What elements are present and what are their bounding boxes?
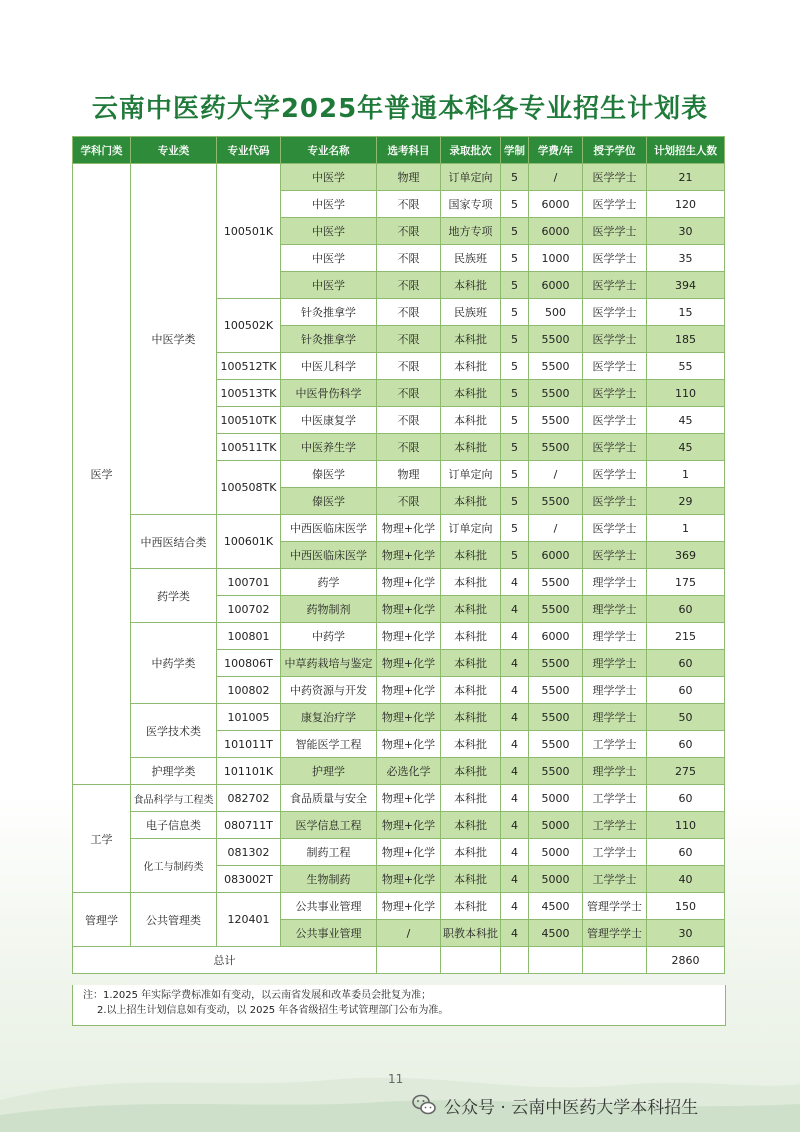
degree-cell: 医学学士 <box>583 515 647 542</box>
quota-cell: 60 <box>647 731 725 758</box>
major-name-cell: 智能医学工程 <box>281 731 377 758</box>
duration-cell: 4 <box>501 650 529 677</box>
tuition-cell: 5500 <box>529 407 583 434</box>
subjects-cell: 物理+化学 <box>377 893 441 920</box>
degree-cell: 医学学士 <box>583 407 647 434</box>
empty-cell <box>377 947 441 974</box>
code-cell: 101005 <box>217 704 281 731</box>
tuition-cell: 4500 <box>529 893 583 920</box>
quota-cell: 50 <box>647 704 725 731</box>
quota-cell: 185 <box>647 326 725 353</box>
duration-cell: 5 <box>501 191 529 218</box>
table-row <box>73 623 725 650</box>
quota-cell: 120 <box>647 191 725 218</box>
batch-cell: 本科批 <box>441 866 501 893</box>
duration-cell: 5 <box>501 488 529 515</box>
quota-cell: 150 <box>647 893 725 920</box>
degree-cell: 医学学士 <box>583 461 647 488</box>
quota-cell: 45 <box>647 407 725 434</box>
subjects-cell: 物理+化学 <box>377 542 441 569</box>
degree-cell: 医学学士 <box>583 353 647 380</box>
degree-cell: 管理学学士 <box>583 893 647 920</box>
degree-cell: 医学学士 <box>583 542 647 569</box>
duration-cell: 4 <box>501 677 529 704</box>
subjects-cell: 物理+化学 <box>377 677 441 704</box>
major-name-cell: 食品质量与安全 <box>281 785 377 812</box>
major-name-cell: 护理学 <box>281 758 377 785</box>
table-row <box>73 893 725 920</box>
duration-cell: 4 <box>501 866 529 893</box>
category-cell: 中药学类 <box>131 623 217 704</box>
tuition-cell: 5500 <box>529 488 583 515</box>
duration-cell: 4 <box>501 704 529 731</box>
code-cell: 101101K <box>217 758 281 785</box>
footer-text: 公众号 · 云南中医药大学本科招生 <box>444 1097 699 1118</box>
duration-cell: 4 <box>501 839 529 866</box>
category-cell: 食品科学与工程类 <box>131 785 217 812</box>
quota-cell: 30 <box>647 920 725 947</box>
header-major: 专业名称 <box>281 137 377 164</box>
quota-cell: 30 <box>647 218 725 245</box>
batch-cell: 订单定向 <box>441 461 501 488</box>
notes <box>72 985 726 1026</box>
major-name-cell: 中药学 <box>281 623 377 650</box>
batch-cell: 职教本科批 <box>441 920 501 947</box>
page-title: 云南中医药大学2025年普通本科各专业招生计划表 <box>91 94 709 124</box>
major-name-cell: 康复治疗学 <box>281 704 377 731</box>
subjects-cell: 不限 <box>377 380 441 407</box>
empty-cell <box>583 947 647 974</box>
degree-cell: 工学学士 <box>583 866 647 893</box>
degree-cell: 医学学士 <box>583 191 647 218</box>
duration-cell: 5 <box>501 272 529 299</box>
header-quota: 计划招生人数 <box>647 137 725 164</box>
tuition-cell: 4500 <box>529 920 583 947</box>
tuition-cell: 5500 <box>529 326 583 353</box>
subjects-cell: 物理+化学 <box>377 623 441 650</box>
tuition-cell: 5500 <box>529 677 583 704</box>
header-batch: 录取批次 <box>441 137 501 164</box>
discipline-cell: 工学 <box>73 785 131 893</box>
duration-cell: 4 <box>501 731 529 758</box>
code-cell: 100512TK <box>217 353 281 380</box>
degree-cell: 医学学士 <box>583 434 647 461</box>
degree-cell: 医学学士 <box>583 380 647 407</box>
subjects-cell: 不限 <box>377 245 441 272</box>
degree-cell: 理学学士 <box>583 569 647 596</box>
batch-cell: 本科批 <box>441 353 501 380</box>
degree-cell: 工学学士 <box>583 785 647 812</box>
duration-cell: 4 <box>501 812 529 839</box>
page-number: 11 <box>388 1072 404 1086</box>
degree-cell: 医学学士 <box>583 245 647 272</box>
table-row <box>73 758 725 785</box>
tuition-cell: 5000 <box>529 812 583 839</box>
batch-cell: 订单定向 <box>441 164 501 191</box>
subjects-cell: 必选化学 <box>377 758 441 785</box>
subjects-cell: 不限 <box>377 191 441 218</box>
code-cell: 100501K <box>217 164 281 299</box>
degree-cell: 医学学士 <box>583 326 647 353</box>
tuition-cell: 6000 <box>529 191 583 218</box>
total-label: 总计 <box>73 947 377 974</box>
major-name-cell: 药物制剂 <box>281 596 377 623</box>
subjects-cell: 不限 <box>377 434 441 461</box>
quota-cell: 60 <box>647 839 725 866</box>
duration-cell: 4 <box>501 569 529 596</box>
tuition-cell: 5500 <box>529 650 583 677</box>
code-cell: 100513TK <box>217 380 281 407</box>
category-cell: 医学技术类 <box>131 704 217 758</box>
subjects-cell: 物理 <box>377 164 441 191</box>
quota-cell: 110 <box>647 812 725 839</box>
tuition-cell: 5500 <box>529 353 583 380</box>
major-name-cell: 针灸推拿学 <box>281 299 377 326</box>
tuition-cell: 5000 <box>529 785 583 812</box>
batch-cell: 本科批 <box>441 704 501 731</box>
enrollment-plan-table <box>72 136 725 974</box>
batch-cell: 本科批 <box>441 812 501 839</box>
batch-cell: 本科批 <box>441 650 501 677</box>
tuition-cell: 5500 <box>529 758 583 785</box>
major-name-cell: 中草药栽培与鉴定 <box>281 650 377 677</box>
empty-cell <box>501 947 529 974</box>
category-cell: 公共管理类 <box>131 893 217 947</box>
duration-cell: 5 <box>501 353 529 380</box>
degree-cell: 医学学士 <box>583 299 647 326</box>
batch-cell: 本科批 <box>441 731 501 758</box>
quota-cell: 60 <box>647 650 725 677</box>
tuition-cell: 1000 <box>529 245 583 272</box>
subjects-cell: 不限 <box>377 353 441 380</box>
major-name-cell: 中药资源与开发 <box>281 677 377 704</box>
major-name-cell: 针灸推拿学 <box>281 326 377 353</box>
table-row <box>73 704 725 731</box>
subjects-cell: 物理+化学 <box>377 812 441 839</box>
subjects-cell: / <box>377 920 441 947</box>
degree-cell: 医学学士 <box>583 272 647 299</box>
duration-cell: 4 <box>501 596 529 623</box>
empty-cell <box>529 947 583 974</box>
quota-cell: 215 <box>647 623 725 650</box>
table-row <box>73 164 725 191</box>
batch-cell: 地方专项 <box>441 218 501 245</box>
category-cell: 化工与制药类 <box>131 839 217 893</box>
duration-cell: 4 <box>501 623 529 650</box>
tuition-cell: 500 <box>529 299 583 326</box>
code-cell: 101011T <box>217 731 281 758</box>
tuition-cell: 5500 <box>529 569 583 596</box>
duration-cell: 5 <box>501 245 529 272</box>
tuition-cell: 6000 <box>529 542 583 569</box>
total-row <box>73 947 725 974</box>
quota-cell: 60 <box>647 596 725 623</box>
quota-cell: 175 <box>647 569 725 596</box>
quota-cell: 55 <box>647 353 725 380</box>
major-name-cell: 医学信息工程 <box>281 812 377 839</box>
tuition-cell: 6000 <box>529 623 583 650</box>
subjects-cell: 不限 <box>377 326 441 353</box>
tuition-cell: / <box>529 164 583 191</box>
major-name-cell: 傣医学 <box>281 461 377 488</box>
quota-cell: 29 <box>647 488 725 515</box>
subjects-cell: 物理 <box>377 461 441 488</box>
category-cell: 药学类 <box>131 569 217 623</box>
quota-cell: 60 <box>647 677 725 704</box>
tuition-cell: 5500 <box>529 731 583 758</box>
quota-cell: 21 <box>647 164 725 191</box>
major-name-cell: 中西医临床医学 <box>281 542 377 569</box>
batch-cell: 订单定向 <box>441 515 501 542</box>
batch-cell: 本科批 <box>441 677 501 704</box>
batch-cell: 本科批 <box>441 272 501 299</box>
quota-cell: 369 <box>647 542 725 569</box>
quota-cell: 275 <box>647 758 725 785</box>
degree-cell: 医学学士 <box>583 218 647 245</box>
quota-cell: 40 <box>647 866 725 893</box>
discipline-cell: 医学 <box>73 164 131 785</box>
major-name-cell: 中西医临床医学 <box>281 515 377 542</box>
header-tuition: 学费/年 <box>529 137 583 164</box>
batch-cell: 本科批 <box>441 839 501 866</box>
quota-cell: 35 <box>647 245 725 272</box>
duration-cell: 5 <box>501 218 529 245</box>
quota-cell: 15 <box>647 299 725 326</box>
code-cell: 100701 <box>217 569 281 596</box>
degree-cell: 理学学士 <box>583 704 647 731</box>
degree-cell: 工学学士 <box>583 839 647 866</box>
duration-cell: 4 <box>501 920 529 947</box>
quota-cell: 1 <box>647 515 725 542</box>
major-name-cell: 公共事业管理 <box>281 920 377 947</box>
major-name-cell: 中医学 <box>281 164 377 191</box>
degree-cell: 管理学学士 <box>583 920 647 947</box>
subjects-cell: 不限 <box>377 488 441 515</box>
major-name-cell: 中医养生学 <box>281 434 377 461</box>
code-cell: 080711T <box>217 812 281 839</box>
tuition-cell: 5500 <box>529 596 583 623</box>
category-cell: 中西医结合类 <box>131 515 217 569</box>
code-cell: 100801 <box>217 623 281 650</box>
subjects-cell: 不限 <box>377 272 441 299</box>
subjects-cell: 物理+化学 <box>377 839 441 866</box>
major-name-cell: 中医学 <box>281 191 377 218</box>
major-name-cell: 中医骨伤科学 <box>281 380 377 407</box>
batch-cell: 本科批 <box>441 542 501 569</box>
batch-cell: 本科批 <box>441 407 501 434</box>
duration-cell: 5 <box>501 299 529 326</box>
degree-cell: 工学学士 <box>583 812 647 839</box>
code-cell: 100502K <box>217 299 281 353</box>
major-name-cell: 制药工程 <box>281 839 377 866</box>
header-duration: 学制 <box>501 137 529 164</box>
batch-cell: 国家专项 <box>441 191 501 218</box>
code-cell: 083002T <box>217 866 281 893</box>
tuition-cell: 5000 <box>529 866 583 893</box>
code-cell: 100511TK <box>217 434 281 461</box>
degree-cell: 医学学士 <box>583 164 647 191</box>
code-cell: 100510TK <box>217 407 281 434</box>
batch-cell: 本科批 <box>441 569 501 596</box>
degree-cell: 医学学士 <box>583 488 647 515</box>
tuition-cell: 6000 <box>529 272 583 299</box>
duration-cell: 5 <box>501 542 529 569</box>
subjects-cell: 物理+化学 <box>377 515 441 542</box>
tuition-cell: 5500 <box>529 434 583 461</box>
header-subjects: 选考科目 <box>377 137 441 164</box>
subjects-cell: 物理+化学 <box>377 596 441 623</box>
major-name-cell: 中医康复学 <box>281 407 377 434</box>
discipline-cell: 管理学 <box>73 893 131 947</box>
degree-cell: 理学学士 <box>583 650 647 677</box>
subjects-cell: 不限 <box>377 299 441 326</box>
major-name-cell: 中医学 <box>281 272 377 299</box>
batch-cell: 本科批 <box>441 785 501 812</box>
duration-cell: 5 <box>501 380 529 407</box>
note-line-2: 2.以上招生计划信息如有变动，以 2025 年各省级招生考试管理部门公布为准。 <box>97 1005 449 1016</box>
wechat-icon <box>412 1094 436 1116</box>
quota-cell: 45 <box>647 434 725 461</box>
subjects-cell: 物理+化学 <box>377 569 441 596</box>
duration-cell: 4 <box>501 785 529 812</box>
degree-cell: 工学学士 <box>583 731 647 758</box>
duration-cell: 5 <box>501 326 529 353</box>
header-discipline: 学科门类 <box>73 137 131 164</box>
table-header-row <box>73 137 725 164</box>
batch-cell: 本科批 <box>441 893 501 920</box>
duration-cell: 5 <box>501 461 529 488</box>
duration-cell: 5 <box>501 164 529 191</box>
degree-cell: 理学学士 <box>583 677 647 704</box>
tuition-cell: / <box>529 515 583 542</box>
duration-cell: 4 <box>501 758 529 785</box>
tuition-cell: 6000 <box>529 218 583 245</box>
duration-cell: 4 <box>501 893 529 920</box>
tuition-cell: 5500 <box>529 704 583 731</box>
table-row <box>73 839 725 866</box>
header-category: 专业类 <box>131 137 217 164</box>
tuition-cell: 5500 <box>529 380 583 407</box>
code-cell: 120401 <box>217 893 281 947</box>
batch-cell: 本科批 <box>441 434 501 461</box>
subjects-cell: 物理+化学 <box>377 704 441 731</box>
quota-cell: 394 <box>647 272 725 299</box>
major-name-cell: 中医学 <box>281 218 377 245</box>
header-degree: 授予学位 <box>583 137 647 164</box>
note-line-1: 注：1.2025 年实际学费标准如有变动，以云南省发展和改革委员会批复为准； <box>83 990 432 1001</box>
category-cell: 中医学类 <box>131 164 217 515</box>
code-cell: 100702 <box>217 596 281 623</box>
subjects-cell: 物理+化学 <box>377 866 441 893</box>
major-name-cell: 傣医学 <box>281 488 377 515</box>
duration-cell: 5 <box>501 407 529 434</box>
subjects-cell: 物理+化学 <box>377 785 441 812</box>
batch-cell: 民族班 <box>441 245 501 272</box>
major-name-cell: 中医学 <box>281 245 377 272</box>
subjects-cell: 不限 <box>377 407 441 434</box>
batch-cell: 本科批 <box>441 380 501 407</box>
major-name-cell: 公共事业管理 <box>281 893 377 920</box>
wechat-footer <box>412 1090 792 1120</box>
code-cell: 100802 <box>217 677 281 704</box>
quota-cell: 60 <box>647 785 725 812</box>
degree-cell: 理学学士 <box>583 758 647 785</box>
total-value: 2860 <box>647 947 725 974</box>
subjects-cell: 不限 <box>377 218 441 245</box>
major-name-cell: 生物制药 <box>281 866 377 893</box>
code-cell: 100806T <box>217 650 281 677</box>
degree-cell: 理学学士 <box>583 623 647 650</box>
batch-cell: 本科批 <box>441 596 501 623</box>
table-row <box>73 569 725 596</box>
batch-cell: 本科批 <box>441 488 501 515</box>
category-cell: 电子信息类 <box>131 812 217 839</box>
tuition-cell: / <box>529 461 583 488</box>
quota-cell: 110 <box>647 380 725 407</box>
duration-cell: 5 <box>501 434 529 461</box>
tuition-cell: 5000 <box>529 839 583 866</box>
quota-cell: 1 <box>647 461 725 488</box>
code-cell: 100601K <box>217 515 281 569</box>
major-name-cell: 中医儿科学 <box>281 353 377 380</box>
batch-cell: 本科批 <box>441 758 501 785</box>
subjects-cell: 物理+化学 <box>377 650 441 677</box>
table-row <box>73 515 725 542</box>
batch-cell: 民族班 <box>441 299 501 326</box>
table-row <box>73 785 725 812</box>
code-cell: 082702 <box>217 785 281 812</box>
degree-cell: 理学学士 <box>583 596 647 623</box>
code-cell: 100508TK <box>217 461 281 515</box>
header-code: 专业代码 <box>217 137 281 164</box>
duration-cell: 5 <box>501 515 529 542</box>
empty-cell <box>441 947 501 974</box>
subjects-cell: 物理+化学 <box>377 731 441 758</box>
category-cell: 护理学类 <box>131 758 217 785</box>
batch-cell: 本科批 <box>441 623 501 650</box>
code-cell: 081302 <box>217 839 281 866</box>
batch-cell: 本科批 <box>441 326 501 353</box>
table-row <box>73 812 725 839</box>
major-name-cell: 药学 <box>281 569 377 596</box>
